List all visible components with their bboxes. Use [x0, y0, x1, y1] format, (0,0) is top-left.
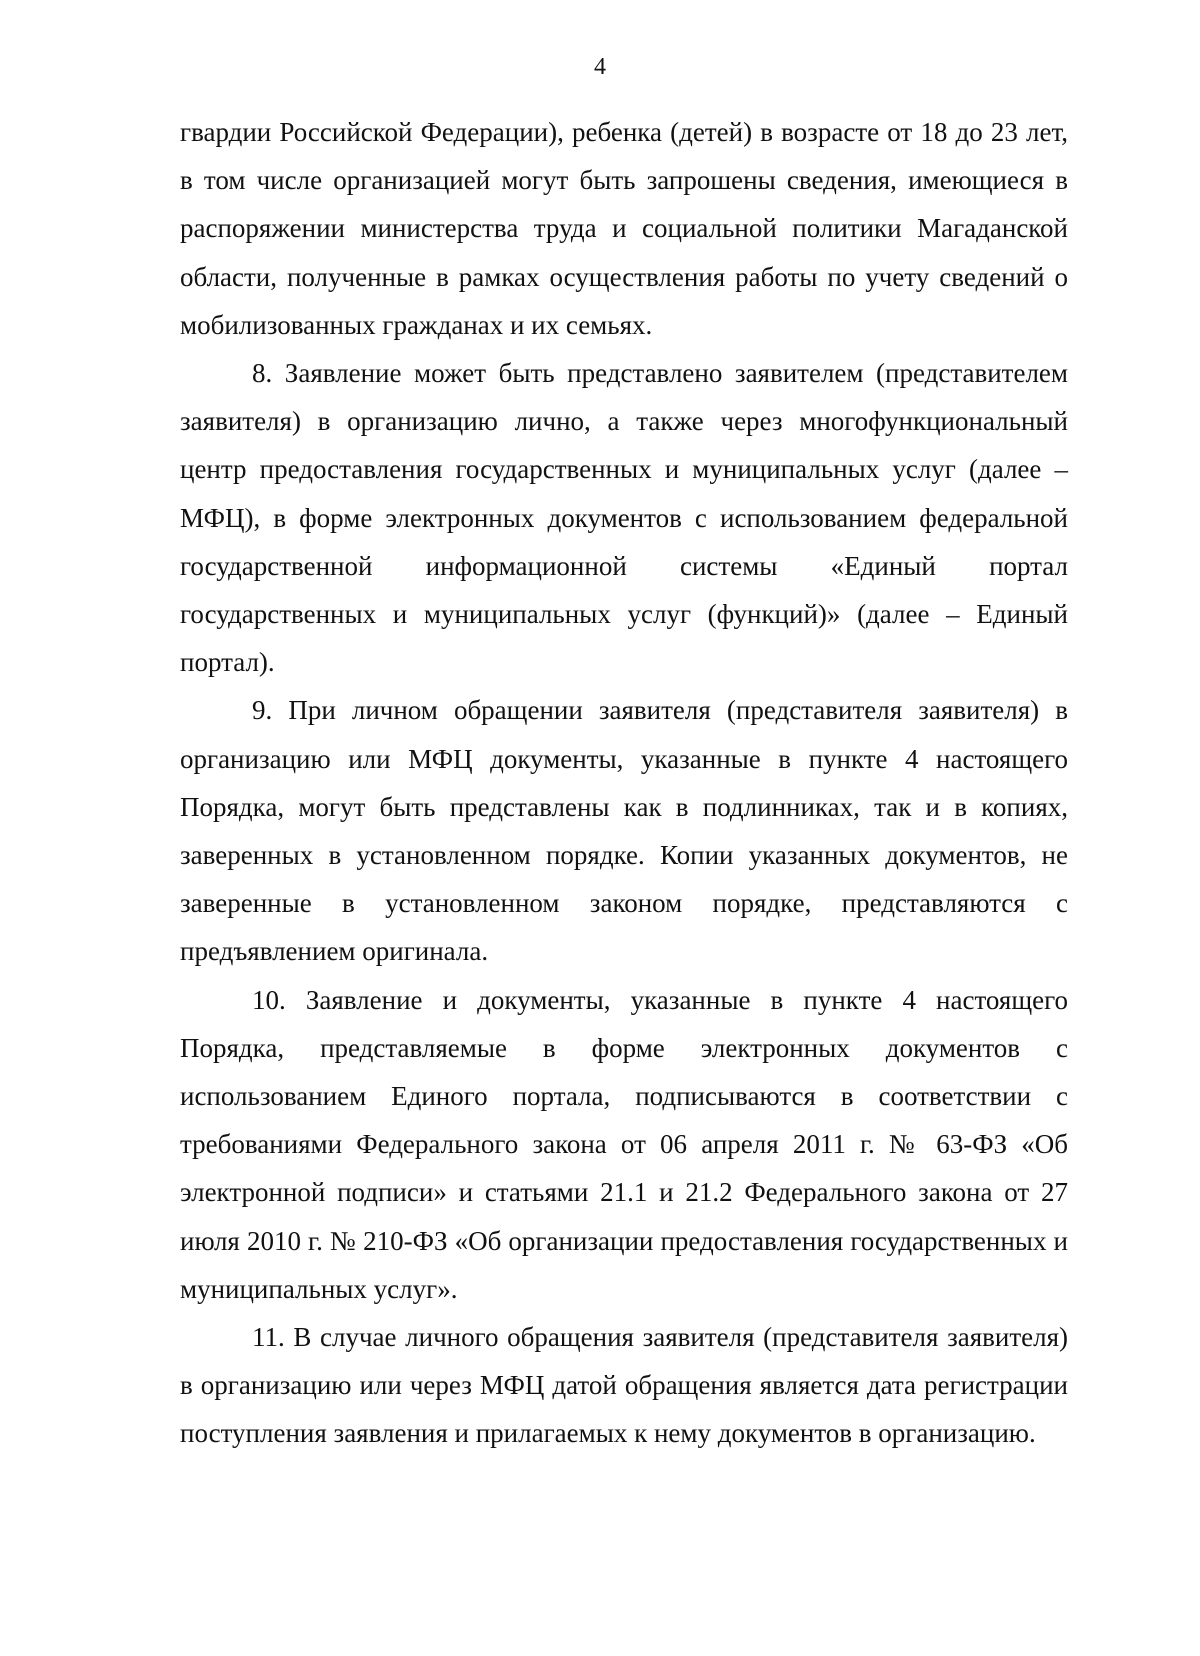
paragraph-item-9: 9. При личном обращении заявителя (представителя заявителя) в организацию или МФЦ документы, указанные в пункте 4 настоящего Порядка, могут быть представлены как в подлинниках, так и в копиях, заверенных в установленном порядке. Копии указанных документов, не заверенные в установленном законом порядке, представляются с предъявлением оригинала.: [180, 695, 1068, 967]
paragraph-item-11: 11. В случае личного обращения заявителя (представителя заявителя) в организацию или через МФЦ датой обращения является дата регистрации поступления заявления и прилагаемых к нему документов в организацию.: [180, 1322, 1068, 1449]
paragraph-item-10: 10. Заявление и документы, указанные в пункте 4 настоящего Порядка, представляемые в форме электронных документов с использованием Единого портала, подписываются в соответствии с требованиями Федерального закона от 06 апреля 2011 г. № 63-ФЗ «Об электронной подписи» и статьями 21.1 и 21.2 Федерального закона от 27 июля 2010 г. № 210-ФЗ «Об организации предоставления государственных и муниципальных услуг».: [180, 984, 1068, 1304]
paragraph-item-8: 8. Заявление может быть представлено заявителем (представителем заявителя) в организацию лично, а также через многофункциональный центр предоставления государственных и муниципальных услуг (далее – МФЦ), в форме электронных документов с использованием федеральной государственной информационной системы «Единый портал государственных и муниципальных услуг (функций)» (далее – Единый портал).: [180, 358, 1068, 678]
paragraph-continuation: гвардии Российской Федерации), ребенка (детей) в возрасте от 18 до 23 лет, в том числе организацией могут быть запрошены сведения, имеющиеся в распоряжении министерства труда и социальной политики Магаданской области, полученные в рамках осуществления работы по учету сведений о мобилизованных гражданах и их семьях.: [180, 117, 1068, 340]
page-number: 4: [594, 54, 606, 80]
document-body: [180, 108, 1068, 1458]
